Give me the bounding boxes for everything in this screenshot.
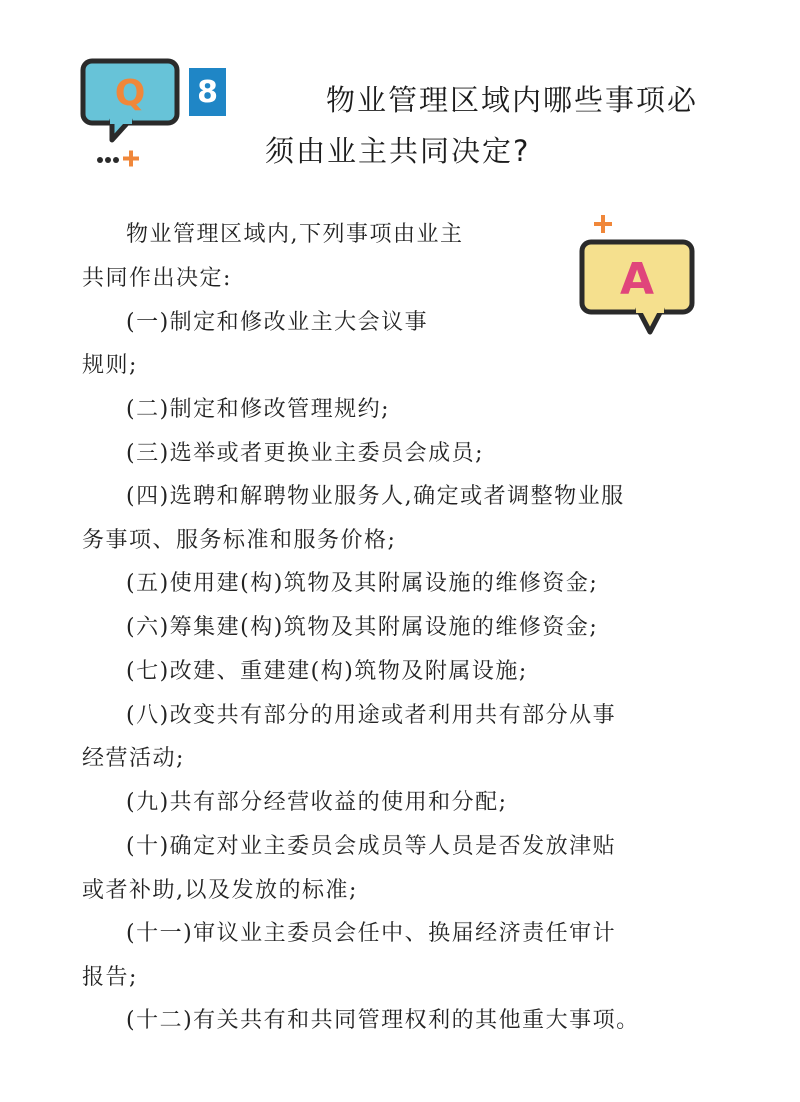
body-line: 共同作出决定:: [82, 266, 232, 291]
body-line: (十一)审议业主委员会任中、换届经济责任审计: [126, 921, 617, 946]
body-line: 报告;: [82, 965, 138, 990]
body-line: 务事项、服务标准和服务价格;: [82, 528, 397, 553]
question-title-line-1: 物业管理区域内哪些事项必: [326, 83, 699, 117]
body-line: (八)改变共有部分的用途或者利用共有部分从事: [126, 703, 617, 728]
question-number: 8: [189, 68, 226, 116]
a-letter: A: [619, 254, 655, 305]
body-line: 经营活动;: [82, 746, 185, 771]
ellipsis-icon: [97, 157, 119, 163]
plus-icon: [594, 215, 612, 233]
body-line: 或者补助,以及发放的标准;: [82, 878, 358, 903]
q-letter: Q: [114, 73, 146, 114]
body-line: (二)制定和修改管理规约;: [126, 397, 391, 422]
body-line: (九)共有部分经营收益的使用和分配;: [126, 790, 508, 815]
question-title-line-2: 须由业主共同决定?: [265, 134, 531, 168]
body-line: 规则;: [82, 353, 138, 378]
body-line: (七)改建、重建建(构)筑物及附属设施;: [126, 659, 528, 684]
plus-icon: [123, 151, 139, 167]
body-line: (十)确定对业主委员会成员等人员是否发放津贴: [126, 834, 617, 859]
body-line: (四)选聘和解聘物业服务人,确定或者调整物业服: [126, 484, 625, 509]
body-line: (五)使用建(构)筑物及其附属设施的维修资金;: [126, 571, 599, 596]
body-line: (十二)有关共有和共同管理权利的其他重大事项。: [126, 1008, 640, 1033]
body-line: 物业管理区域内,下列事项由业主: [126, 222, 464, 247]
a-speech-bubble-icon: [578, 212, 698, 340]
body-line: (六)筹集建(构)筑物及其附属设施的维修资金;: [126, 615, 599, 640]
q-speech-bubble-icon: [80, 58, 190, 168]
body-line: (三)选举或者更换业主委员会成员;: [126, 441, 485, 466]
body-line: (一)制定和修改业主大会议事: [126, 310, 429, 335]
